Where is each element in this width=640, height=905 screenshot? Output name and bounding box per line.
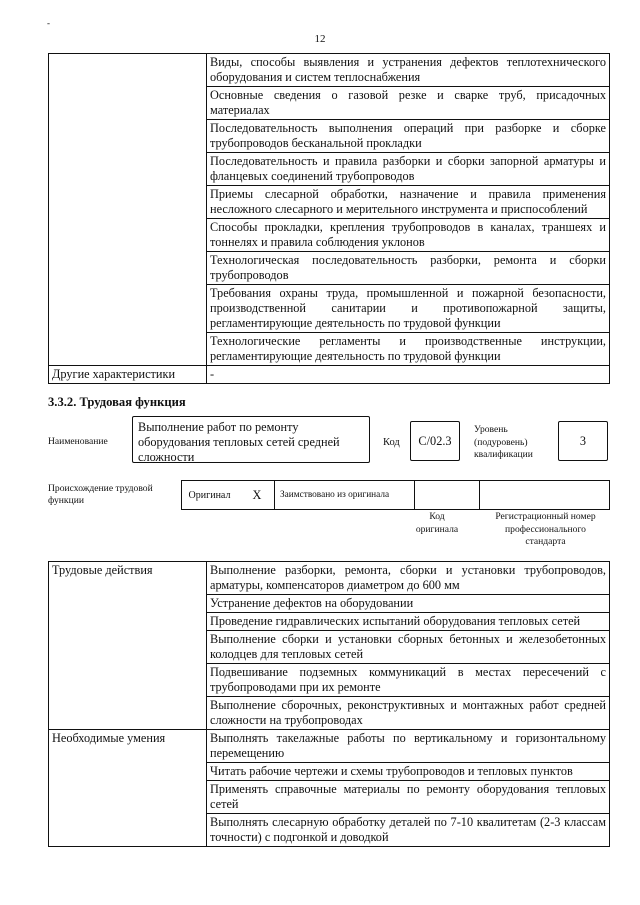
other-characteristics-value: - — [207, 366, 610, 384]
origin-label-line: функции — [48, 495, 84, 506]
label-cell — [49, 54, 207, 366]
caption-line: оригинала — [415, 523, 459, 535]
origin-code-cell — [414, 481, 479, 509]
action-item: Устранение дефектов на оборудовании — [207, 595, 610, 613]
knowledge-item: Способы прокладки, крепления трубопроводов в каналах, траншеях и тоннелях и правила соблюдения уклонов — [207, 219, 610, 252]
action-item: Выполнение разборки, ремонта, сборки и установки трубопроводов, арматуры, компенсаторов диаметром до 600 мм — [207, 562, 610, 595]
code-box: С/02.3 — [410, 421, 460, 461]
level-label-line: (подуровень) — [474, 436, 528, 448]
function-name-box: Выполнение работ по ремонту оборудования тепловых сетей средней сложности — [132, 416, 370, 463]
skills-label: Необходимые умения — [49, 730, 207, 847]
table-row — [49, 54, 610, 87]
knowledge-item: Виды, способы выявления и устранения дефектов теплотехнического оборудования и систем теплоснабжения — [207, 54, 610, 87]
action-item: Выполнение сборочных, реконструктивных и монтажных работ средней сложности на трубопроводах — [207, 697, 610, 730]
origin-label-line: Происхождение трудовой — [48, 483, 153, 494]
skill-item: Читать рабочие чертежи и схемы трубопроводов и тепловых пунктов — [207, 763, 610, 781]
origin-original-label: Оригинал — [188, 489, 231, 501]
knowledge-item: Приемы слесарной обработки, назначение и правила применения несложного слесарного и мерительного инструмента и приспособлений — [207, 186, 610, 219]
caption-line: Код — [429, 511, 445, 522]
actions-label: Трудовые действия — [49, 562, 207, 730]
skill-item: Применять справочные материалы по ремонту оборудования тепловых сетей — [207, 781, 610, 814]
origin-reg-cell — [479, 481, 610, 509]
caption-line: профессионального — [505, 523, 586, 535]
level-label-line: квалификации — [474, 449, 533, 460]
knowledge-item: Технологическая последовательность разборки, ремонта и сборки трубопроводов — [207, 252, 610, 285]
skill-item: Выполнять слесарную обработку деталей по 7-10 квалитетам (2-3 классам точности) с подгонкой и доводкой — [207, 814, 610, 847]
knowledge-item: Последовательность выполнения операций при разборке и сборке трубопроводов бесканальной прокладки — [207, 120, 610, 153]
section-title: 3.3.2. Трудовая функция — [48, 395, 186, 409]
origin-label — [48, 483, 153, 507]
caption-line: стандарта — [525, 536, 566, 547]
action-item: Подвешивание подземных коммуникаций в местах пересечений с трубопроводами при их ремонте — [207, 664, 610, 697]
caption-registration-number — [478, 511, 613, 549]
knowledge-item: Требования охраны труда, промышленной и пожарной безопасности, производственной санитарии и противопожарной защиты, регламентирующие деятельность по трудовой функции — [207, 285, 610, 333]
knowledge-item: Последовательность и правила разборки и сборки запорной арматуры и фланцевых соединений трубопроводов — [207, 153, 610, 186]
qualification-level-box: 3 — [558, 421, 608, 461]
labor-function-table — [48, 561, 610, 847]
origin-row — [181, 480, 610, 510]
table-row — [49, 366, 610, 384]
caption-line: Регистрационный номер — [495, 511, 596, 522]
knowledge-table — [48, 53, 610, 384]
knowledge-item: Основные сведения о газовой резке и сварке труб, присадочных материалах — [207, 87, 610, 120]
corner-mark: - — [47, 18, 50, 28]
action-item: Выполнение сборки и установки сборных бетонных и железобетонных колодцев для тепловых сетей — [207, 631, 610, 664]
table-row — [49, 730, 610, 763]
other-characteristics-label: Другие характеристики — [49, 366, 207, 384]
level-label-line: Уровень — [474, 424, 508, 435]
code-label: Код — [383, 437, 400, 448]
caption-original-code — [405, 511, 469, 536]
origin-original-mark: X — [252, 487, 262, 502]
action-item: Проведение гидравлических испытаний оборудования тепловых сетей — [207, 613, 610, 631]
qualification-level-label — [474, 424, 533, 462]
origin-borrowed-label: Заимствовано из оригинала — [274, 481, 418, 509]
page-number: 12 — [314, 33, 326, 45]
table-row — [49, 562, 610, 595]
knowledge-item: Технологические регламенты и производственные инструкции, регламентирующие деятельность по трудовой функции — [207, 333, 610, 366]
name-label: Наименование — [48, 436, 108, 447]
skill-item: Выполнять такелажные работы по вертикальному и горизонтальному перемещению — [207, 730, 610, 763]
